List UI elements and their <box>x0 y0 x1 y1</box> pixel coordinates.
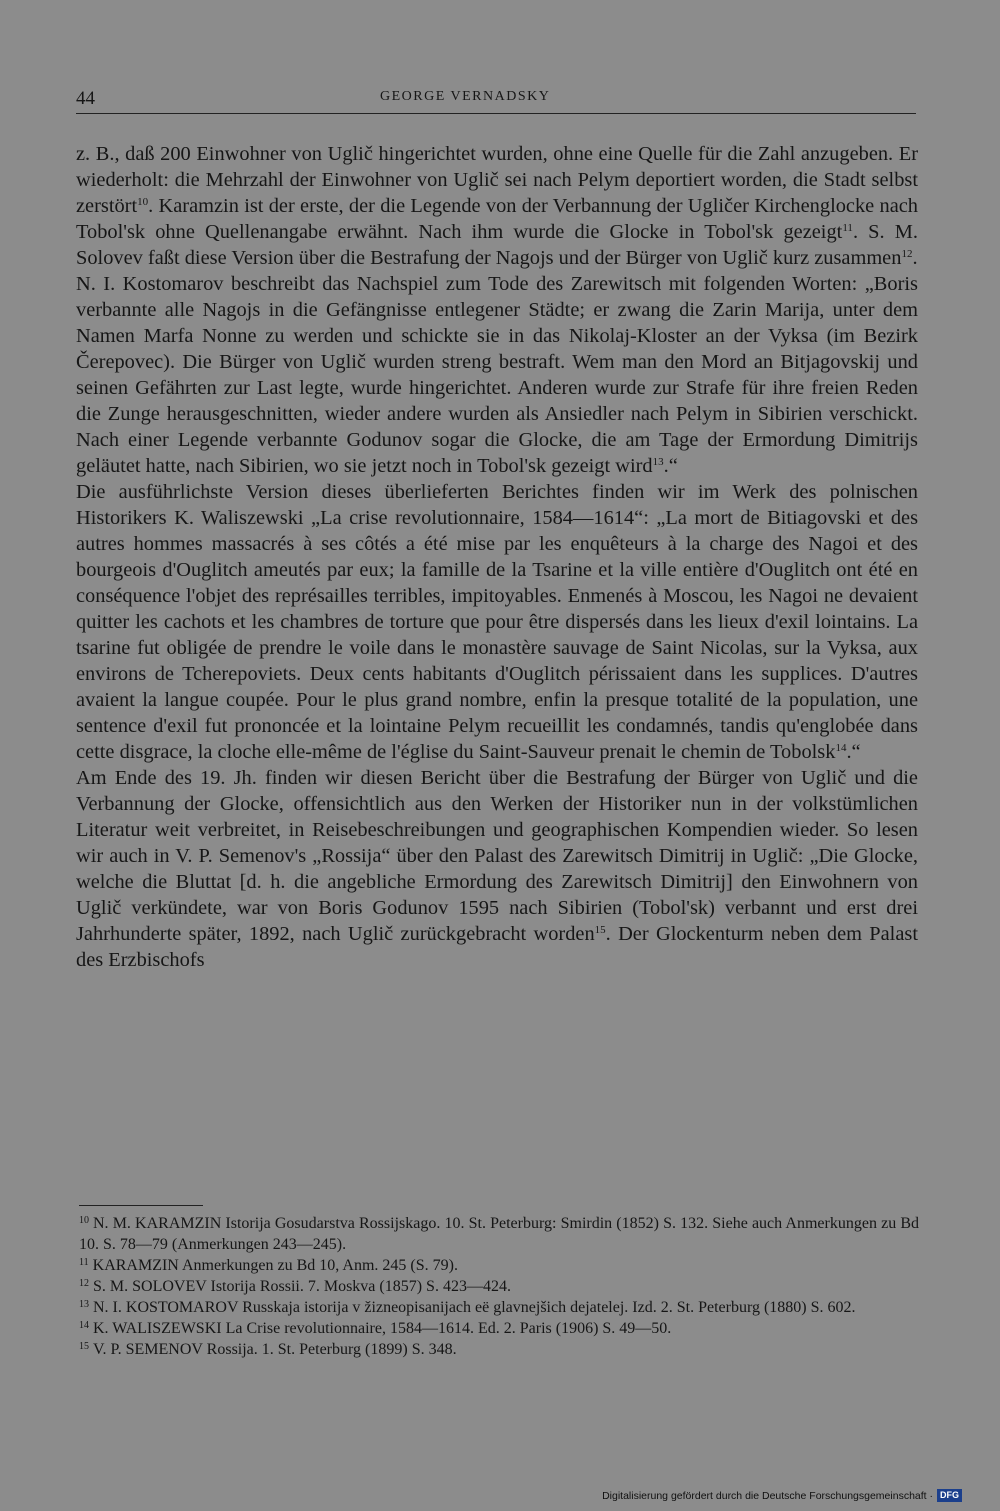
running-head: GEORGE VERNADSKY <box>380 89 551 104</box>
footnote-ref: 15 <box>594 924 606 936</box>
footnote-number: 13 <box>79 1299 89 1310</box>
footnote-number: 14 <box>79 1320 89 1331</box>
footnote-text: K. WALISZEWSKI La Crise revolutionnaire, 1584—1614. Ed. 2. Paris (1906) S. 49—50. <box>93 1320 672 1337</box>
footnote <box>79 1339 919 1360</box>
footnote <box>79 1297 919 1318</box>
footnote-ref: 12 <box>901 248 913 260</box>
footnotes <box>79 1213 919 1360</box>
paragraph-text: .“ <box>846 741 861 763</box>
footnote <box>79 1213 919 1255</box>
paragraph <box>76 479 918 765</box>
dfg-logo-icon: DFG <box>937 1489 962 1502</box>
footnote-text: V. P. SEMENOV Rossija. 1. St. Peterburg (1899) S. 348. <box>93 1341 457 1358</box>
footnote-ref: 10 <box>137 196 149 208</box>
paragraph-text: . <box>912 247 918 269</box>
footnote <box>79 1255 919 1276</box>
paragraph <box>76 141 918 271</box>
body-text <box>76 141 918 973</box>
footnote-text: S. M. SOLOVEV Istorija Rossii. 7. Moskva (1857) S. 423—424. <box>93 1278 511 1295</box>
paragraph-text: Am Ende des 19. Jh. finden wir diesen Bericht über die Bestrafung der Bürger von Uglič und die Verbannung der Glocke, offensichtlich aus den Werken der Historiker nun in der volkstümlichen Literatur weit verbreitet, in Reisebeschreibungen und geographischen Kompendien wieder. So lesen wir auch in V. P. Semenov's „Rossija“ über den Palast des Zarewitsch Dimitrij in Uglič: „Die Glocke, welche die Bluttat [d. h. die angebliche Ermordung des Zarewitsch Dimitrij] den Einwohnern von Uglič verkündete, war von Boris Godunov 1595 nach Sibirien (Tobol'sk) verbannt und erst drei Jahrhunderte später, 1892, nach Uglič zurückgebracht worden <box>76 767 918 945</box>
footnote-text: KARAMZIN Anmerkungen zu Bd 10, Anm. 245 (S. 79). <box>92 1257 458 1274</box>
footnote-ref: 13 <box>652 456 664 468</box>
footnote-number: 11 <box>79 1257 89 1268</box>
footnote-number: 15 <box>79 1341 89 1352</box>
footnote-text: N. I. KOSTOMAROV Russkaja istorija v žizneopisanijach eë glavnejšich dejatelej. Izd. 2. St. Peterburg (1880) S. 602. <box>93 1299 856 1316</box>
paragraph <box>76 271 918 479</box>
paragraph <box>76 765 918 973</box>
footnote-ref: 11 <box>842 222 853 234</box>
paragraph-text: N. I. Kostomarov beschreibt das Nachspiel zum Tode des Zarewitsch mit folgenden Worten: „Boris verbannte alle Nagojs in die Gefängnisse entlegener Städte; er zwang die Zarin Marija, unter dem Namen Marfa Nonne zu werden und schickte sie in das Nikolaj-Kloster an der Vyksa (im Bezirk Čerepovec). Die Bürger von Uglič wurden streng bestraft. Wem man den Mord an Bitjagovskij und seinen Gefährten zur Last legte, wurde hingerichtet. Anderen wurde zur Strafe für ihre freien Reden die Zunge herausgeschnitten, wieder andere wurden als Ansiedler nach Pelym in Sibirien verschickt. Nach einer Legende verbannte Godunov sogar die Glocke, die am Tage der Ermordung Dimitrijs geläutet hatte, nach Sibirien, wo sie jetzt noch in Tobol'sk gezeigt wird <box>76 273 918 477</box>
credit-text: Digitalisierung gefördert durch die Deutsche Forschungsgemeinschaft · <box>602 1489 933 1502</box>
paragraph-text: .“ <box>663 455 678 477</box>
paragraph-text: . Der Glockenturm neben dem Palast des Erzbischofs <box>76 923 918 971</box>
digitization-credit <box>602 1489 962 1502</box>
header-rule <box>76 113 916 114</box>
paragraph-text: . S. M. Solovev faßt diese Version über die Bestrafung der Nagojs und der Bürger von Uglič kurz zusammen <box>76 221 918 269</box>
footnote-ref: 14 <box>835 742 847 754</box>
footnote <box>79 1318 919 1339</box>
footnote-text: N. M. KARAMZIN Istorija Gosudarstva Rossijskago. 10. St. Peterburg: Smirdin (1852) S. 132. Siehe auch Anmerkungen zu Bd 10. S. 78—79 (Anmerkungen 243—245). <box>79 1215 919 1253</box>
footnote-rule <box>79 1205 203 1206</box>
paragraph-text: . Karamzin ist der erste, der die Legende von der Verbannung der Ugličer Kirchenglocke nach Tobol'sk ohne Quellenangabe erwähnt. Nach ihm wurde die Glocke in Tobol'sk gezeigt <box>76 195 918 243</box>
footnote <box>79 1276 919 1297</box>
paragraph-text: z. B., daß 200 Einwohner von Uglič hingerichtet wurden, ohne eine Quelle für die Zahl anzugeben. Er wiederholt: die Mehrzahl der Einwohner von Uglič sei nach Pelym deportiert worden, die Stadt selbst zerstört <box>76 143 918 217</box>
footnote-number: 12 <box>79 1278 89 1289</box>
footnote-number: 10 <box>79 1215 89 1226</box>
page-number: 44 <box>76 88 95 109</box>
paragraph-text: Die ausführlichste Version dieses überlieferten Berichtes finden wir im Werk des polnischen Historikers K. Waliszewski „La crise revolutionnaire, 1584—1614“: „La mort de Bitiagovski et des autres hommes massacrés à ses côtés a été mise par les enquêteurs à la charge des Nagoi et des bourgeois d'Ouglitch ameutés par eux; la famille de la Tsarine et la ville entière d'Ouglitch ont été en conséquence l'objet des représailles terribles, impitoyables. Enmenés à Moscou, les Nagoi ne devaient quitter les cachots et les chambres de torture que pour être dispersés dans les lieux d'exil lointains. La tsarine fut obligée de prendre le voile dans le monastère sauvage de Saint Nicolas, sur la Vyksa, aux environs de Tcherepoviets. Deux cents habitants d'Ouglitch périssaient dans les supplices. D'autres avaient la langue coupée. Pour le plus grand nombre, enfin la presque totalité de la population, une sentence d'exil fut prononcée et la lointaine Pelym recueillit les condamnés, tandis qu'englobée dans cette disgrace, la cloche elle-même de l'église du Saint-Sauveur prenait le chemin de Tobolsk <box>76 481 918 763</box>
